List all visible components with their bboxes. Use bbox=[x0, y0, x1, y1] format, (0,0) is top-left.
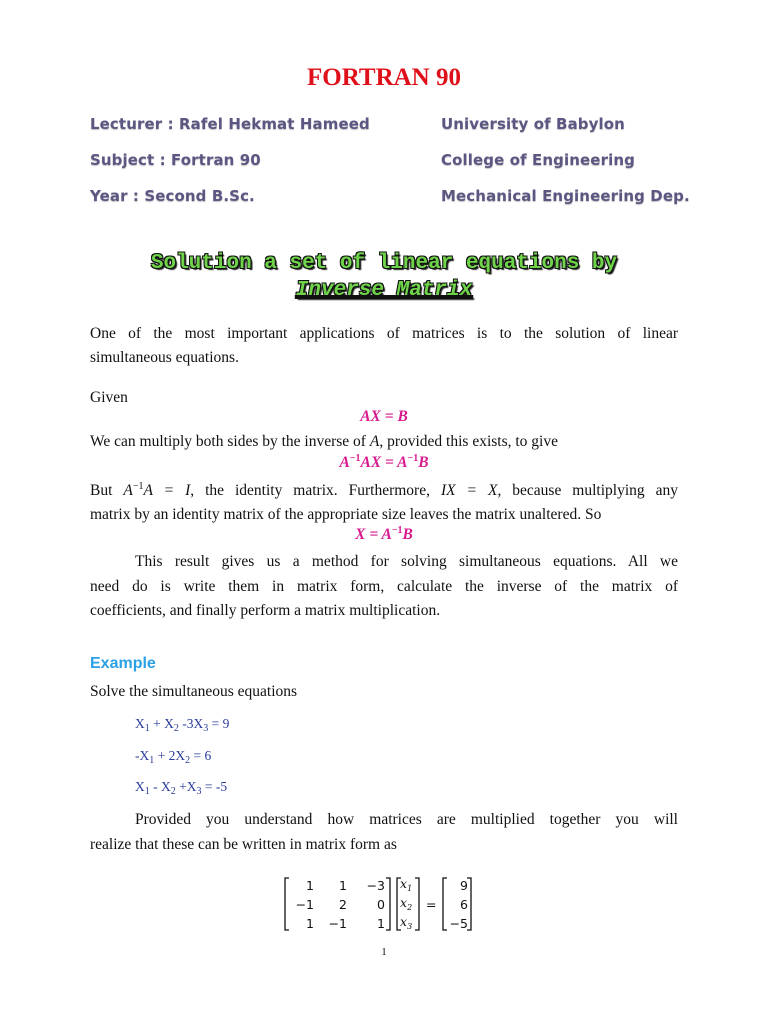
vector-b-cell: −5 bbox=[449, 916, 468, 931]
matrix-a-right-bracket bbox=[386, 878, 390, 930]
vector-x-var: x bbox=[400, 914, 408, 929]
matrix-a-cell: −1 bbox=[295, 897, 314, 912]
vector-x-sub: 2 bbox=[407, 903, 413, 912]
university-text: University of Babylon bbox=[441, 115, 625, 133]
multiply-line bbox=[90, 430, 678, 455]
section-heading-subject: Inverse Matrix bbox=[295, 279, 473, 302]
vector-x-right-bracket bbox=[415, 878, 419, 930]
given-text: Given bbox=[90, 389, 128, 406]
example-label: Example bbox=[90, 655, 156, 672]
multiply-text-b: , provided this exists, to give bbox=[379, 433, 558, 450]
identity-line bbox=[90, 479, 678, 504]
eq3-sub3: 3 bbox=[196, 786, 202, 797]
eq2-sub2: 2 bbox=[185, 755, 191, 766]
eq3-part4: = -5 bbox=[201, 779, 228, 794]
eq1-part3: -3X bbox=[178, 716, 204, 731]
eq1-sub2: 2 bbox=[173, 723, 179, 734]
eq2-c: B bbox=[418, 454, 429, 471]
section-heading-line2 bbox=[0, 279, 768, 302]
but-text-3: , because multiplying any bbox=[497, 482, 678, 499]
eq1-part1: X bbox=[135, 716, 145, 731]
vector-x-var: x bbox=[400, 895, 408, 910]
eq1-part4: = 9 bbox=[208, 716, 230, 731]
vector-x-var: x bbox=[400, 876, 408, 891]
eq1-sub3: 3 bbox=[203, 723, 209, 734]
matrix-a-cell: −3 bbox=[366, 878, 385, 893]
matrix-a-left-bracket bbox=[285, 878, 289, 930]
eq2-part1: -X bbox=[135, 748, 150, 763]
matrix-a-cell: 1 bbox=[377, 916, 385, 931]
matrix-a-cell: 1 bbox=[339, 878, 347, 893]
matrix-equation bbox=[284, 876, 484, 932]
eq1-sub1: 1 bbox=[144, 723, 150, 734]
but-sup: −1 bbox=[132, 481, 144, 492]
matrix-a-cell: −1 bbox=[328, 916, 347, 931]
eq3-sub2: 2 bbox=[170, 786, 176, 797]
system-equation-1 bbox=[135, 716, 229, 732]
eq1-part2: + X bbox=[149, 716, 174, 731]
equals-sign: = bbox=[426, 897, 437, 912]
vector-x-sub: 3 bbox=[407, 922, 413, 931]
lecturer-text: Lecturer : Rafel Hekmat Hameed bbox=[90, 115, 370, 133]
eq2-a: A bbox=[339, 454, 350, 471]
vector-b-cell: 6 bbox=[460, 897, 468, 912]
eq3-a: X = A bbox=[355, 526, 392, 543]
intro-line-2: simultaneous equations. bbox=[90, 349, 239, 366]
vector-b-cell: 9 bbox=[460, 878, 468, 893]
multiply-var: A bbox=[369, 433, 380, 450]
equation-inverse-both-sides bbox=[0, 454, 768, 472]
eq2-sub1: 1 bbox=[149, 755, 155, 766]
year-text: Year : Second B.Sc. bbox=[90, 187, 255, 205]
eq2-part2: + 2X bbox=[154, 748, 186, 763]
system-equation-2 bbox=[135, 748, 211, 764]
result-line-2: need do is write them in matrix form, calculate the inverse of the matrix of bbox=[90, 578, 678, 595]
but-var-ai: A = I bbox=[143, 482, 191, 499]
matrix-a-cell: 1 bbox=[306, 916, 314, 931]
provided-line-2: realize that these can be written in matrix form as bbox=[90, 836, 397, 853]
example-prompt: Solve the simultaneous equations bbox=[90, 683, 298, 700]
vector-x-cell bbox=[400, 914, 412, 931]
eq2-sup-1: −1 bbox=[349, 453, 361, 464]
eq2-sup-2: −1 bbox=[407, 453, 419, 464]
system-equation-3 bbox=[135, 779, 227, 795]
document-title: FORTRAN 90 bbox=[307, 64, 461, 91]
eq3-sub1: 1 bbox=[144, 786, 150, 797]
result-line-1: This result gives us a method for solving simultaneous equations. All we bbox=[135, 553, 678, 570]
eq3-sup: −1 bbox=[391, 525, 403, 536]
eq3-part2: - X bbox=[149, 779, 171, 794]
but-text-1: But bbox=[90, 482, 124, 499]
eq2-b: AX = A bbox=[360, 454, 408, 471]
section-heading-line1: Solution a set of linear equations by bbox=[150, 252, 618, 275]
equation-ax-b bbox=[0, 408, 768, 426]
but-text-2: , the identity matrix. Furthermore, bbox=[190, 482, 441, 499]
multiply-text-a: We can multiply both sides by the inverse of bbox=[90, 433, 370, 450]
vector-x-sub: 1 bbox=[407, 884, 413, 893]
intro-line-1: One of the most important applications of matrices is to the solution of linear bbox=[90, 325, 678, 342]
college-text: College of Engineering bbox=[441, 151, 635, 169]
equation-x-solution bbox=[0, 526, 768, 544]
department-text: Mechanical Engineering Dep. bbox=[441, 187, 690, 205]
vector-x-cell bbox=[400, 876, 412, 893]
but-var-a: A bbox=[123, 482, 133, 499]
equation-ax-b-text: AX = B bbox=[360, 408, 408, 425]
vector-x-cell bbox=[400, 895, 412, 912]
matrix-a-cell: 0 bbox=[377, 897, 385, 912]
result-line-3: coefficients, and finally perform a matrix multiplication. bbox=[90, 602, 441, 619]
but-var-ix: IX = X bbox=[440, 482, 498, 499]
provided-line-1: Provided you understand how matrices are multiplied together you will bbox=[135, 811, 678, 828]
eq3-part1: X bbox=[135, 779, 145, 794]
eq2-part3: = 6 bbox=[190, 748, 212, 763]
matrix-a-cell: 1 bbox=[306, 878, 314, 893]
matrix-a-cell: 2 bbox=[339, 897, 347, 912]
vector-b-left-bracket bbox=[443, 878, 447, 930]
eq3-part3: +X bbox=[175, 779, 197, 794]
matrix-unaltered-line: matrix by an identity matrix of the appropriate size leaves the matrix unaltered. So bbox=[90, 506, 602, 523]
eq3-b: B bbox=[402, 526, 413, 543]
page-number: 1 bbox=[381, 946, 387, 958]
subject-text: Subject : Fortran 90 bbox=[90, 151, 261, 169]
